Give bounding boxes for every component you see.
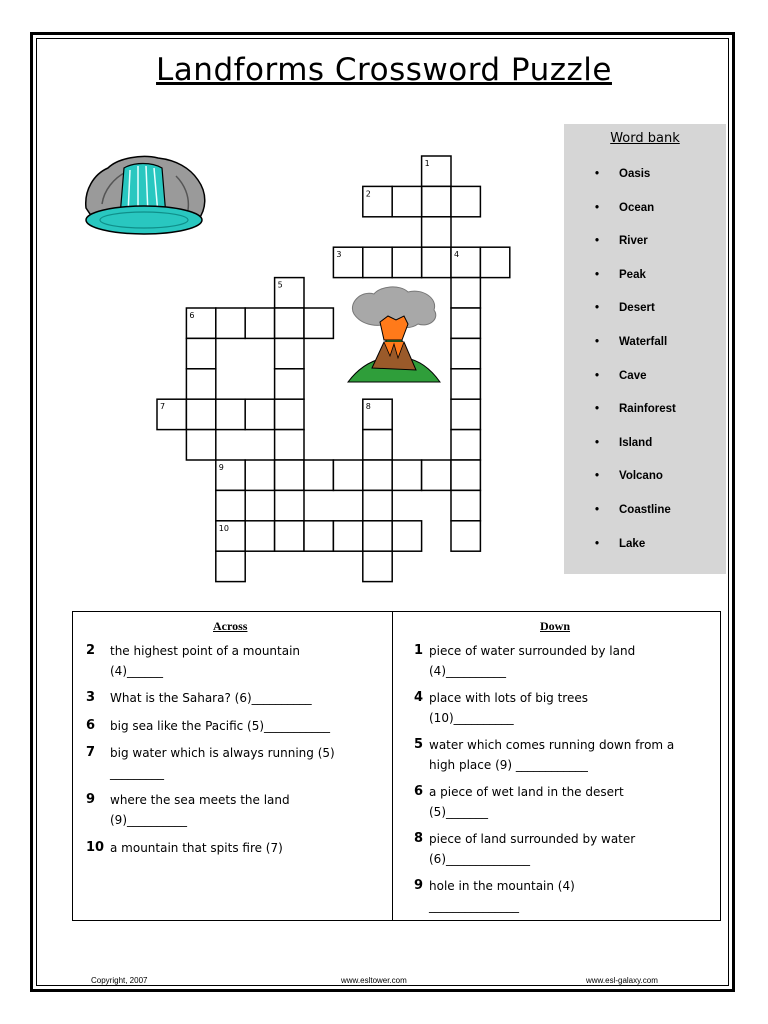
grid-cell[interactable]: [245, 460, 274, 490]
grid-cell[interactable]: [216, 399, 245, 429]
clue-number: 10: [86, 840, 105, 855]
footer-copyright: Copyright, 2007: [91, 976, 148, 985]
grid-clue-number: 5: [277, 280, 283, 290]
word-bank: [564, 124, 726, 574]
word-bank-title: Word bank: [610, 131, 680, 146]
grid-cell[interactable]: [275, 490, 304, 520]
grid-cell[interactable]: [451, 490, 480, 520]
bullet-icon: •: [595, 503, 600, 516]
clue-text: What is the Sahara? (6)__________: [110, 691, 312, 705]
grid-cell[interactable]: [392, 521, 421, 551]
grid-cell[interactable]: [451, 278, 480, 308]
clue-text: piece of water surrounded by land: [429, 644, 636, 658]
grid-cell[interactable]: [216, 551, 245, 581]
grid-cell[interactable]: [451, 521, 480, 551]
grid-cell[interactable]: [422, 186, 451, 216]
grid-cell[interactable]: [186, 338, 215, 368]
grid-cell[interactable]: [363, 521, 392, 551]
across-heading: Across: [213, 619, 248, 633]
page-title: Landforms Crossword Puzzle: [156, 52, 612, 88]
down-heading: Down: [540, 619, 571, 633]
clues-divider: [392, 612, 393, 920]
footer-site-eslgalaxy: www.esl-galaxy.com: [586, 976, 658, 985]
clue-number: 8: [414, 831, 424, 846]
word-bank-word: Oasis: [619, 168, 651, 180]
grid-cell[interactable]: [363, 430, 392, 460]
bullet-icon: •: [595, 235, 600, 248]
clue-number: 7: [86, 745, 96, 760]
grid-cell[interactable]: [392, 460, 421, 490]
grid-cell[interactable]: [451, 338, 480, 368]
clue-answer-line[interactable]: (6)______________: [429, 852, 530, 866]
grid-cell[interactable]: [275, 308, 304, 338]
clue-answer-line[interactable]: (10)__________: [429, 711, 514, 725]
bullet-icon: •: [595, 436, 600, 449]
bullet-icon: •: [595, 268, 600, 281]
bullet-icon: •: [595, 302, 600, 315]
word-bank-word: Rainforest: [619, 403, 676, 416]
grid-cell[interactable]: [186, 399, 215, 429]
clue-text: place with lots of big trees: [429, 691, 588, 705]
clue-answer-line[interactable]: _________: [110, 766, 164, 780]
bullet-icon: •: [595, 369, 600, 382]
clue-text: the highest point of a mountain: [110, 644, 301, 658]
clue-number: 2: [86, 643, 96, 658]
grid-cell[interactable]: [186, 369, 215, 399]
clue-number: 3: [86, 690, 96, 705]
word-bank-word: Peak: [619, 268, 646, 281]
clue-text: big water which is always running (5): [110, 746, 335, 760]
word-bank-word: Desert: [619, 302, 655, 315]
grid-cell[interactable]: [451, 186, 480, 216]
clue-number: 5: [414, 737, 424, 752]
grid-clue-number: 7: [160, 402, 166, 412]
grid-cell[interactable]: [392, 186, 421, 216]
bullet-icon: •: [595, 470, 600, 483]
clue-answer-line[interactable]: high place (9) ____________: [429, 758, 588, 772]
grid-cell[interactable]: [451, 430, 480, 460]
grid-cell[interactable]: [422, 460, 451, 490]
clue-answer-line[interactable]: (5)_______: [429, 805, 488, 819]
grid-clue-number: 8: [365, 402, 371, 412]
grid-cell[interactable]: [451, 369, 480, 399]
clue-text: a piece of wet land in the desert: [429, 785, 624, 799]
bullet-icon: •: [595, 537, 600, 550]
clue-text: where the sea meets the land: [110, 793, 290, 807]
clue-text: water which comes running down from a: [429, 738, 675, 752]
grid-cell[interactable]: [363, 460, 392, 490]
clue-number: 9: [414, 878, 424, 893]
grid-cell[interactable]: [275, 338, 304, 368]
grid-cell[interactable]: [245, 521, 274, 551]
grid-cell[interactable]: [186, 430, 215, 460]
grid-clue-number: 6: [189, 311, 195, 320]
grid-cell[interactable]: [245, 308, 274, 338]
bullet-icon: •: [595, 168, 600, 180]
clue-number: 1: [414, 643, 424, 658]
clue-answer-line[interactable]: (4)__________: [429, 664, 506, 678]
grid-cell[interactable]: [363, 247, 392, 277]
grid-cell[interactable]: [333, 460, 362, 490]
clue-text: piece of land surrounded by water: [429, 832, 636, 846]
word-bank-word: Lake: [619, 537, 646, 550]
word-bank-word: Island: [619, 436, 653, 449]
grid-clue-number: 2: [365, 189, 371, 199]
grid-cell[interactable]: [392, 247, 421, 277]
word-bank-word: Volcano: [619, 470, 663, 483]
clue-answer-line[interactable]: (4)______: [110, 664, 163, 678]
clue-number: 4: [414, 690, 424, 705]
grid-cell[interactable]: [216, 490, 245, 520]
grid-cell[interactable]: [245, 399, 274, 429]
grid-cell[interactable]: [304, 460, 333, 490]
clue-number: 6: [414, 784, 424, 799]
clue-text: hole in the mountain (4): [429, 879, 575, 893]
grid-cell[interactable]: [333, 521, 362, 551]
grid-cell[interactable]: [275, 430, 304, 460]
bullet-icon: •: [595, 335, 600, 348]
grid-cell[interactable]: [275, 460, 304, 490]
grid-cell[interactable]: [451, 399, 480, 429]
grid-cell[interactable]: [451, 460, 480, 490]
clue-number: 9: [86, 792, 96, 807]
grid-cell[interactable]: [275, 369, 304, 399]
grid-cell[interactable]: [363, 490, 392, 520]
volcano-icon: [346, 286, 442, 386]
grid-cell[interactable]: [275, 521, 304, 551]
grid-cell[interactable]: [304, 521, 333, 551]
bullet-icon: •: [595, 403, 600, 416]
grid-cell[interactable]: [451, 308, 480, 338]
grid-clue-number: 4: [454, 250, 460, 260]
word-bank-word: Coastline: [619, 503, 671, 516]
grid-clue-number: 9: [218, 463, 224, 472]
grid-cell[interactable]: [363, 551, 392, 581]
word-bank-word: Cave: [619, 369, 647, 382]
clue-number: 6: [86, 718, 96, 733]
grid-cell[interactable]: [422, 247, 451, 277]
word-bank-word: Ocean: [619, 201, 655, 214]
grid-cell[interactable]: [275, 399, 304, 429]
waterfall-icon: [80, 154, 208, 238]
grid-clue-number: 1: [424, 159, 430, 168]
word-bank-word: Waterfall: [619, 335, 668, 348]
clue-answer-line[interactable]: _______________: [429, 899, 519, 913]
clue-text: big sea like the Pacific (5)___________: [110, 719, 331, 733]
footer-site-esltower: www.esltower.com: [341, 976, 407, 985]
grid-cell[interactable]: [216, 308, 245, 338]
clues-table: [72, 611, 721, 921]
clue-answer-line[interactable]: (9)__________: [110, 813, 187, 827]
grid-cell[interactable]: [304, 308, 333, 338]
grid-cell[interactable]: [480, 247, 509, 277]
word-bank-word: River: [619, 235, 648, 248]
bullet-icon: •: [595, 201, 600, 214]
grid-clue-number: 10: [218, 523, 229, 533]
clue-text: a mountain that spits fire (7): [110, 841, 283, 855]
grid-clue-number: 3: [336, 250, 342, 260]
grid-cell[interactable]: [422, 217, 451, 247]
